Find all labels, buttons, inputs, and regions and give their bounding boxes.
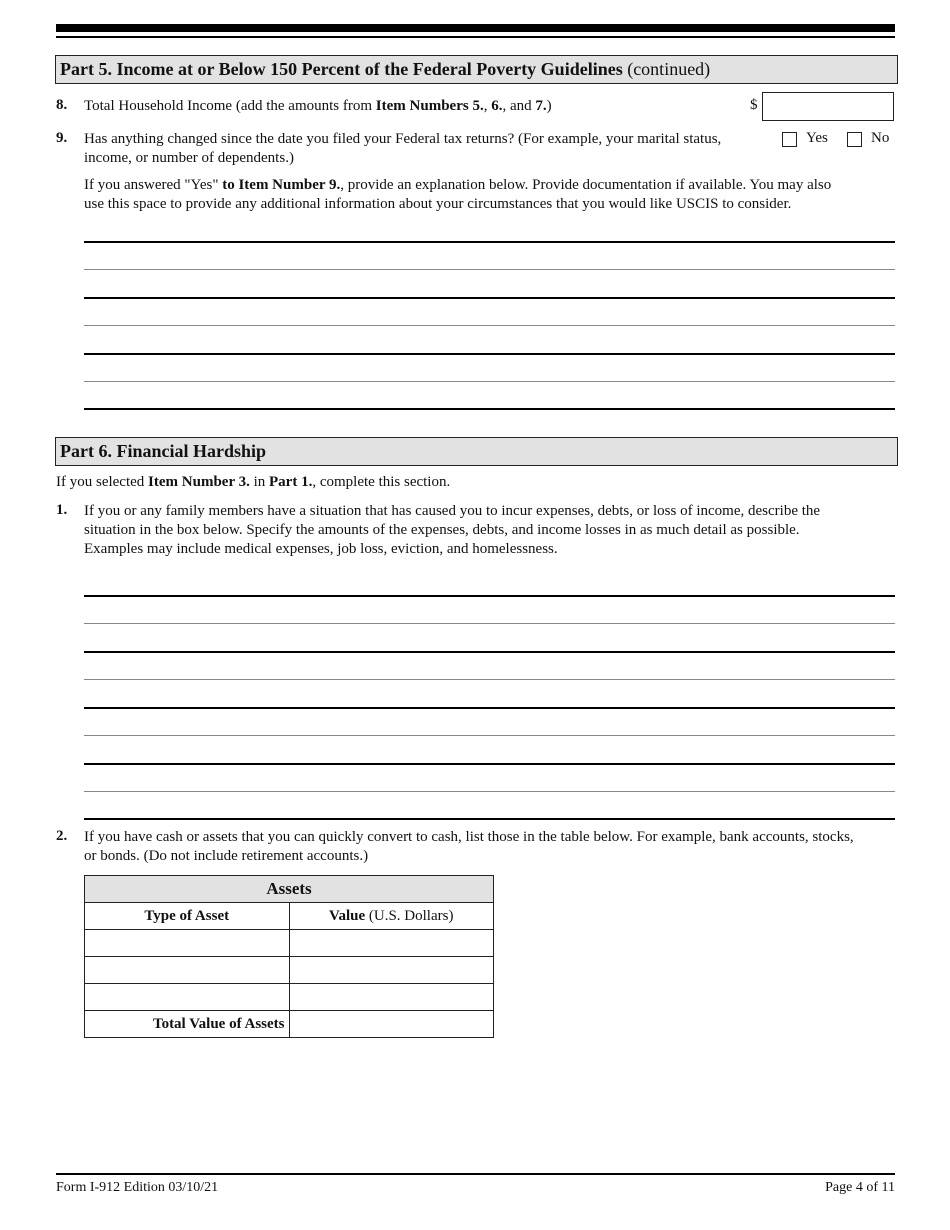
hardship-line[interactable] xyxy=(84,679,895,680)
hardship-line[interactable] xyxy=(84,735,895,736)
item9-yes-label: Yes xyxy=(806,130,828,146)
explanation-line[interactable] xyxy=(84,325,895,326)
col2-rest: (U.S. Dollars) xyxy=(365,907,454,924)
explain-a: If you answered "Yes" xyxy=(84,177,223,193)
asset-type-cell[interactable] xyxy=(85,984,290,1011)
total-row xyxy=(85,1011,494,1038)
asset-value-cell[interactable] xyxy=(289,957,494,984)
part6-title: Part 6. Financial Hardship xyxy=(60,441,267,461)
item8-text-f: 7. xyxy=(535,98,547,114)
page-number: Page 4 of 11 xyxy=(825,1180,895,1195)
intro-a: If you selected xyxy=(56,474,149,490)
part5-title-suffix: (continued) xyxy=(622,59,711,79)
item8-text-e: , and xyxy=(502,98,536,114)
asset-type-cell[interactable] xyxy=(85,957,290,984)
total-value-label: Total Value of Assets xyxy=(85,1011,290,1038)
item9-number: 9. xyxy=(56,130,68,146)
hardship-line[interactable] xyxy=(84,707,895,709)
part6-item1-number: 1. xyxy=(56,502,68,518)
asset-value-cell[interactable] xyxy=(289,930,494,957)
item1-line2: situation in the box below. Specify the amounts of the expenses, debts, and income losses in as much detail as possible. xyxy=(84,522,800,538)
col2-bold: Value xyxy=(329,907,366,924)
hardship-line[interactable] xyxy=(84,763,895,765)
item8-text-b: Item Numbers 5. xyxy=(375,98,484,114)
footer-rule xyxy=(56,1173,895,1175)
part6-intro xyxy=(56,474,450,491)
explain-c: , provide an explanation below. Provide documentation if available. You may also xyxy=(340,177,832,193)
part6-item2-number: 2. xyxy=(56,828,68,844)
item8-text-c: , xyxy=(483,98,492,114)
top-thick-rule xyxy=(56,24,895,32)
form-edition: Form I-912 Edition 03/10/21 xyxy=(56,1180,219,1195)
part5-title: Part 5. Income at or Below 150 Percent of the Federal Poverty Guidelines xyxy=(60,59,623,79)
explain-line2: use this space to provide any additional information about your circumstances that you would like USCIS to consider. xyxy=(84,196,792,212)
part5-header xyxy=(55,55,898,84)
item9-line1: Has anything changed since the date you filed your Federal tax returns? (For example, your marital status, xyxy=(84,131,722,147)
value-header xyxy=(289,903,494,930)
item9-no-checkbox[interactable] xyxy=(847,132,862,147)
item8-label xyxy=(84,97,552,116)
explanation-line[interactable] xyxy=(84,297,895,299)
table-row xyxy=(85,930,494,957)
intro-d: Part 1. xyxy=(269,474,313,490)
item9-yes-checkbox[interactable] xyxy=(782,132,797,147)
hardship-line[interactable] xyxy=(84,791,895,792)
explanation-line[interactable] xyxy=(84,353,895,355)
type-of-asset-header xyxy=(85,903,290,930)
assets-table xyxy=(84,875,494,1038)
item9-no-label: No xyxy=(871,130,890,146)
col1-label: Type of Asset xyxy=(144,907,230,924)
item9-explanation-instructions xyxy=(84,176,895,214)
total-value-cell[interactable] xyxy=(289,1011,494,1038)
item8-text-d: 6. xyxy=(491,98,503,114)
explain-b: to Item Number 9. xyxy=(222,177,341,193)
assets-table-title: Assets xyxy=(85,876,494,903)
total-household-income-input[interactable] xyxy=(762,92,894,121)
table-row xyxy=(85,957,494,984)
part6-item1-text xyxy=(84,502,895,559)
intro-b: Item Number 3. xyxy=(148,474,250,490)
explanation-line[interactable] xyxy=(84,241,895,243)
item8-number: 8. xyxy=(56,97,68,113)
asset-type-cell[interactable] xyxy=(85,930,290,957)
item8-text-a: Total Household Income (add the amounts from xyxy=(84,98,376,114)
part6-item2-text xyxy=(84,828,895,866)
item8-text-g: ) xyxy=(546,98,552,114)
explanation-line[interactable] xyxy=(84,408,895,410)
item9-line2: income, or number of dependents.) xyxy=(84,150,294,166)
currency-symbol: $ xyxy=(750,97,758,113)
intro-c: in xyxy=(249,474,270,490)
explanation-line[interactable] xyxy=(84,269,895,270)
item2-line2: or bonds. (Do not include retirement accounts.) xyxy=(84,848,369,864)
hardship-line[interactable] xyxy=(84,818,895,820)
intro-e: , complete this section. xyxy=(312,474,451,490)
item1-line3: Examples may include medical expenses, job loss, eviction, and homelessness. xyxy=(84,541,558,557)
hardship-line[interactable] xyxy=(84,651,895,653)
item1-line1: If you or any family members have a situation that has caused you to incur expenses, debts, or loss of income, describe the xyxy=(84,503,821,519)
explanation-line[interactable] xyxy=(84,381,895,382)
table-row xyxy=(85,984,494,1011)
item9-question xyxy=(84,130,764,168)
top-thin-rule xyxy=(56,36,895,38)
asset-value-cell[interactable] xyxy=(289,984,494,1011)
part6-header xyxy=(55,437,898,466)
item2-line1: If you have cash or assets that you can quickly convert to cash, list those in the table below. For example, bank accounts, stocks, xyxy=(84,829,854,845)
hardship-line[interactable] xyxy=(84,623,895,624)
hardship-line[interactable] xyxy=(84,595,895,597)
